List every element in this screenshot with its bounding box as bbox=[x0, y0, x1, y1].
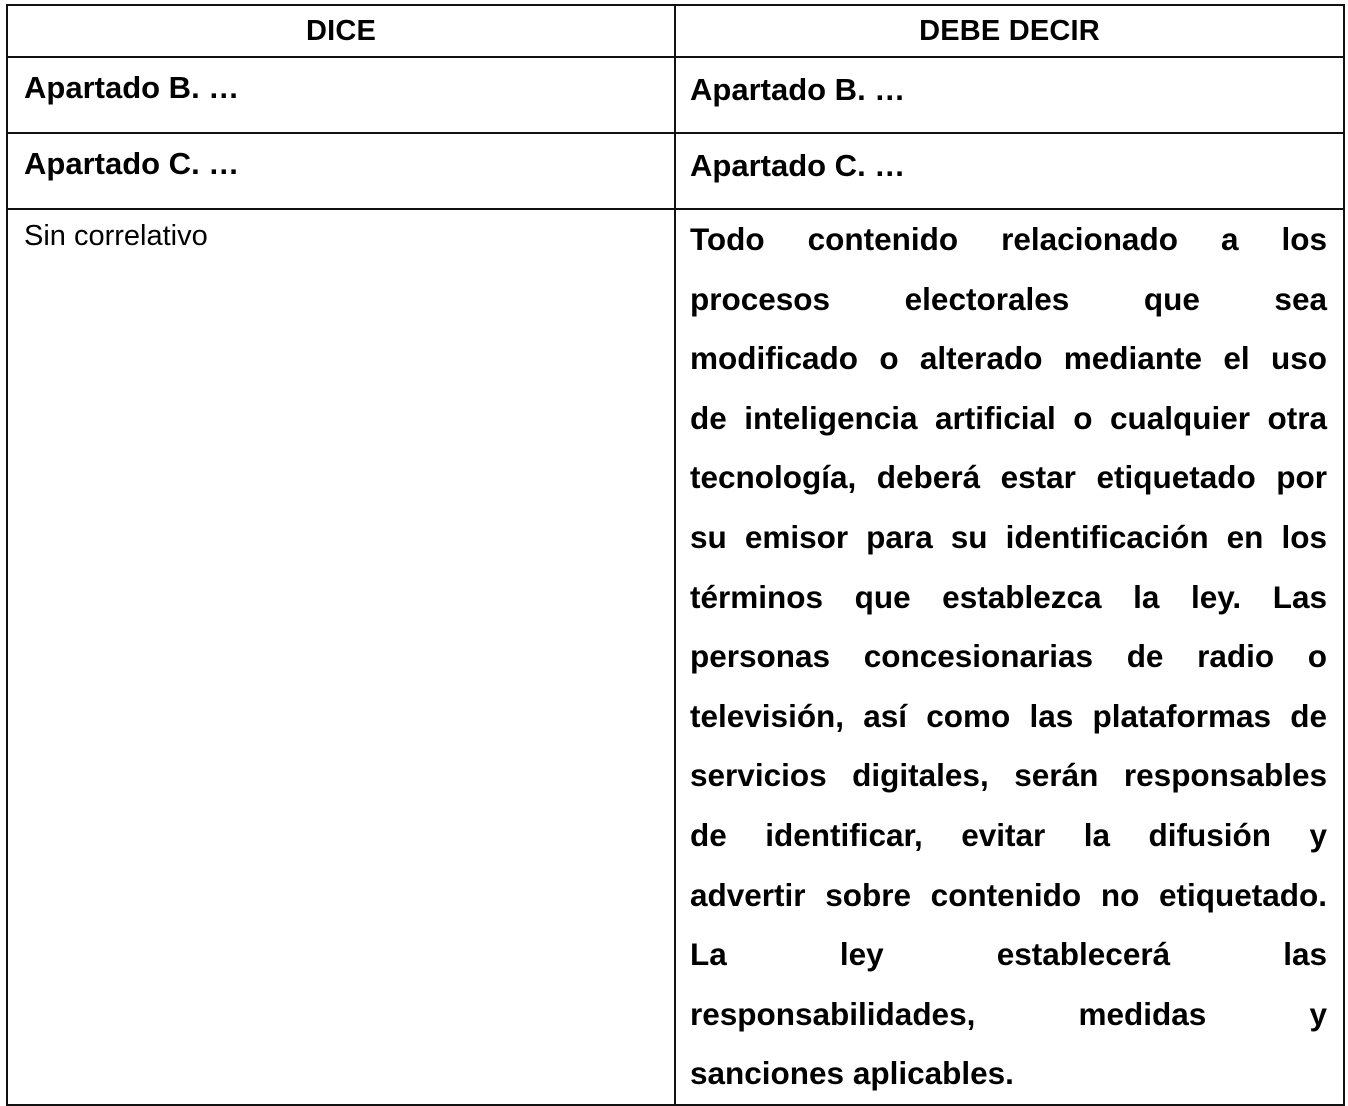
table-row bbox=[7, 209, 1344, 1105]
text-line: términos que establezca la ley. Las bbox=[690, 578, 1327, 615]
text-line: Todo contenido relacionado a los bbox=[690, 221, 1327, 257]
header-dice: DICE bbox=[7, 5, 675, 57]
cell-debe-decir-apartado-c: Apartado C. … bbox=[675, 133, 1344, 209]
text-line: procesos electorales que sea bbox=[690, 280, 1327, 317]
text-line: televisión, así como las plataformas de bbox=[690, 697, 1327, 734]
paragraph-text bbox=[676, 210, 1343, 1104]
text-line: tecnología, deberá estar etiquetado por bbox=[690, 459, 1327, 496]
table-row bbox=[7, 133, 1344, 209]
text-line: de inteligencia artificial o cualquier otra bbox=[690, 399, 1327, 436]
cell-dice-sin-correlativo: Sin correlativo bbox=[7, 209, 675, 1105]
text-line: La ley establecerá las bbox=[690, 936, 1327, 973]
text-line: sanciones aplicables. bbox=[690, 1055, 1014, 1092]
text-line: de identificar, evitar la difusión y bbox=[690, 816, 1327, 853]
text-line: servicios digitales, serán responsables bbox=[690, 757, 1327, 794]
comparison-table bbox=[6, 4, 1345, 1106]
header-debe-decir: DEBE DECIR bbox=[675, 5, 1344, 57]
cell-debe-decir-paragraph bbox=[675, 209, 1344, 1105]
cell-dice-apartado-b: Apartado B. … bbox=[7, 57, 675, 133]
text-line: advertir sobre contenido no etiquetado. bbox=[690, 876, 1327, 913]
text-line: su emisor para su identificación en los bbox=[690, 518, 1327, 555]
cell-debe-decir-apartado-b: Apartado B. … bbox=[675, 57, 1344, 133]
table-header-row bbox=[7, 5, 1344, 57]
text-line: personas concesionarias de radio o bbox=[690, 638, 1327, 675]
table-row bbox=[7, 57, 1344, 133]
text-line: modificado o alterado mediante el uso bbox=[690, 340, 1327, 377]
text-line: responsabilidades, medidas y bbox=[690, 995, 1327, 1032]
cell-dice-apartado-c: Apartado C. … bbox=[7, 133, 675, 209]
